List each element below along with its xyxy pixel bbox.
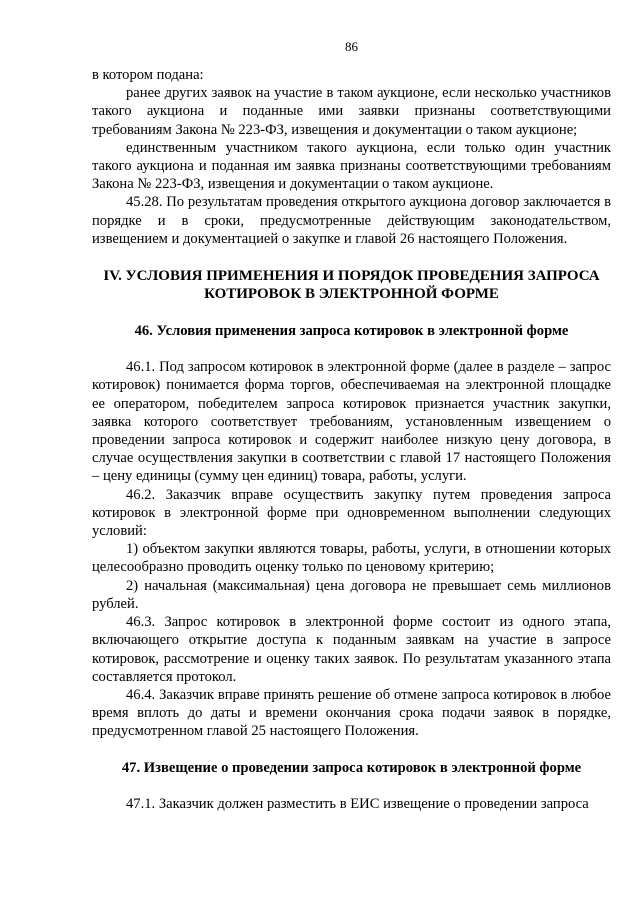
- page-body: [92, 66, 611, 813]
- paragraph-45-28: 45.28. По результатам проведения открытого аукциона договор заключается в порядке и в сроки, предусмотренные действующим законодательством, извещением и документацией о закупке и главой 26 настоящего Положения.: [92, 194, 611, 247]
- list-item-1: 1) объектом закупки являются товары, работы, услуги, в отношении которых целесообразно проводить оценку только по ценовому критерию;: [92, 541, 611, 576]
- paragraph-46-3: 46.3. Запрос котировок в электронной форме состоит из одного этапа, включающего открытие доступа к поданным заявкам на участие в запросе котировок, рассмотрение и оценку таких заявок. По результатам указанного этапа составляется протокол.: [92, 614, 611, 685]
- chapter-heading-46: 46. Условия применения запроса котировок в электронной форме: [134, 322, 569, 339]
- paragraph-47-1: 47.1. Заказчик должен разместить в ЕИС извещение о проведении запроса: [126, 795, 589, 812]
- document-page: [92, 0, 611, 904]
- paragraph: единственным участником такого аукциона, если только один участник такого аукциона и поданная им заявка признаны соответствующими требованиям Закона № 223-ФЗ, извещения и документации о таком аукционе.: [92, 139, 611, 193]
- list-item-2: 2) начальная (максимальная) цена договора не превышает семь миллионов рублей.: [92, 577, 611, 612]
- paragraph: ранее других заявок на участие в таком аукционе, если несколько участников такого аукциона и поданные ими заявки признаны соответствующими требованиям Закона № 223-ФЗ, извещения и документации о таком аукционе;: [92, 85, 611, 138]
- paragraph-46-2: 46.2. Заказчик вправе осуществить закупку путем проведения запроса котировок в электронной форме при одновременном выполнении следующих условий:: [92, 486, 611, 540]
- chapter-heading-47: 47. Извещение о проведении запроса котировок в электронной форме: [121, 759, 582, 776]
- paragraph-46-1: 46.1. Под запросом котировок в электронной форме (далее в разделе – запрос котировок) понимается форма торгов, обеспечиваемая на электронной площадке ее оператором, победителем запроса котировок признается участник закупки, заявка которого соответствует требованиям, установленным извещением о проведении запроса котировок и содержит наиболее низкую цену договора, в случае осуществления закупки в соответствии с главой 17 настоящего Положения – цену единицы (сумму цен единиц) товара, работы, услуги.: [92, 359, 611, 485]
- paragraph-46-4: 46.4. Заказчик вправе принять решение об отмене запроса котировок в любое время вплоть до даты и времени окончания срока подачи заявок в порядке, предусмотренном главой 25 настоящего Положения.: [92, 686, 611, 740]
- paragraph-continuation: в котором подана:: [92, 67, 204, 83]
- section-heading: IV. УСЛОВИЯ ПРИМЕНЕНИЯ И ПОРЯДОК ПРОВЕДЕНИЯ ЗАПРОСА КОТИРОВОК В ЭЛЕКТРОННОЙ ФОРМЕ: [103, 268, 600, 303]
- page-number: 86: [345, 39, 358, 54]
